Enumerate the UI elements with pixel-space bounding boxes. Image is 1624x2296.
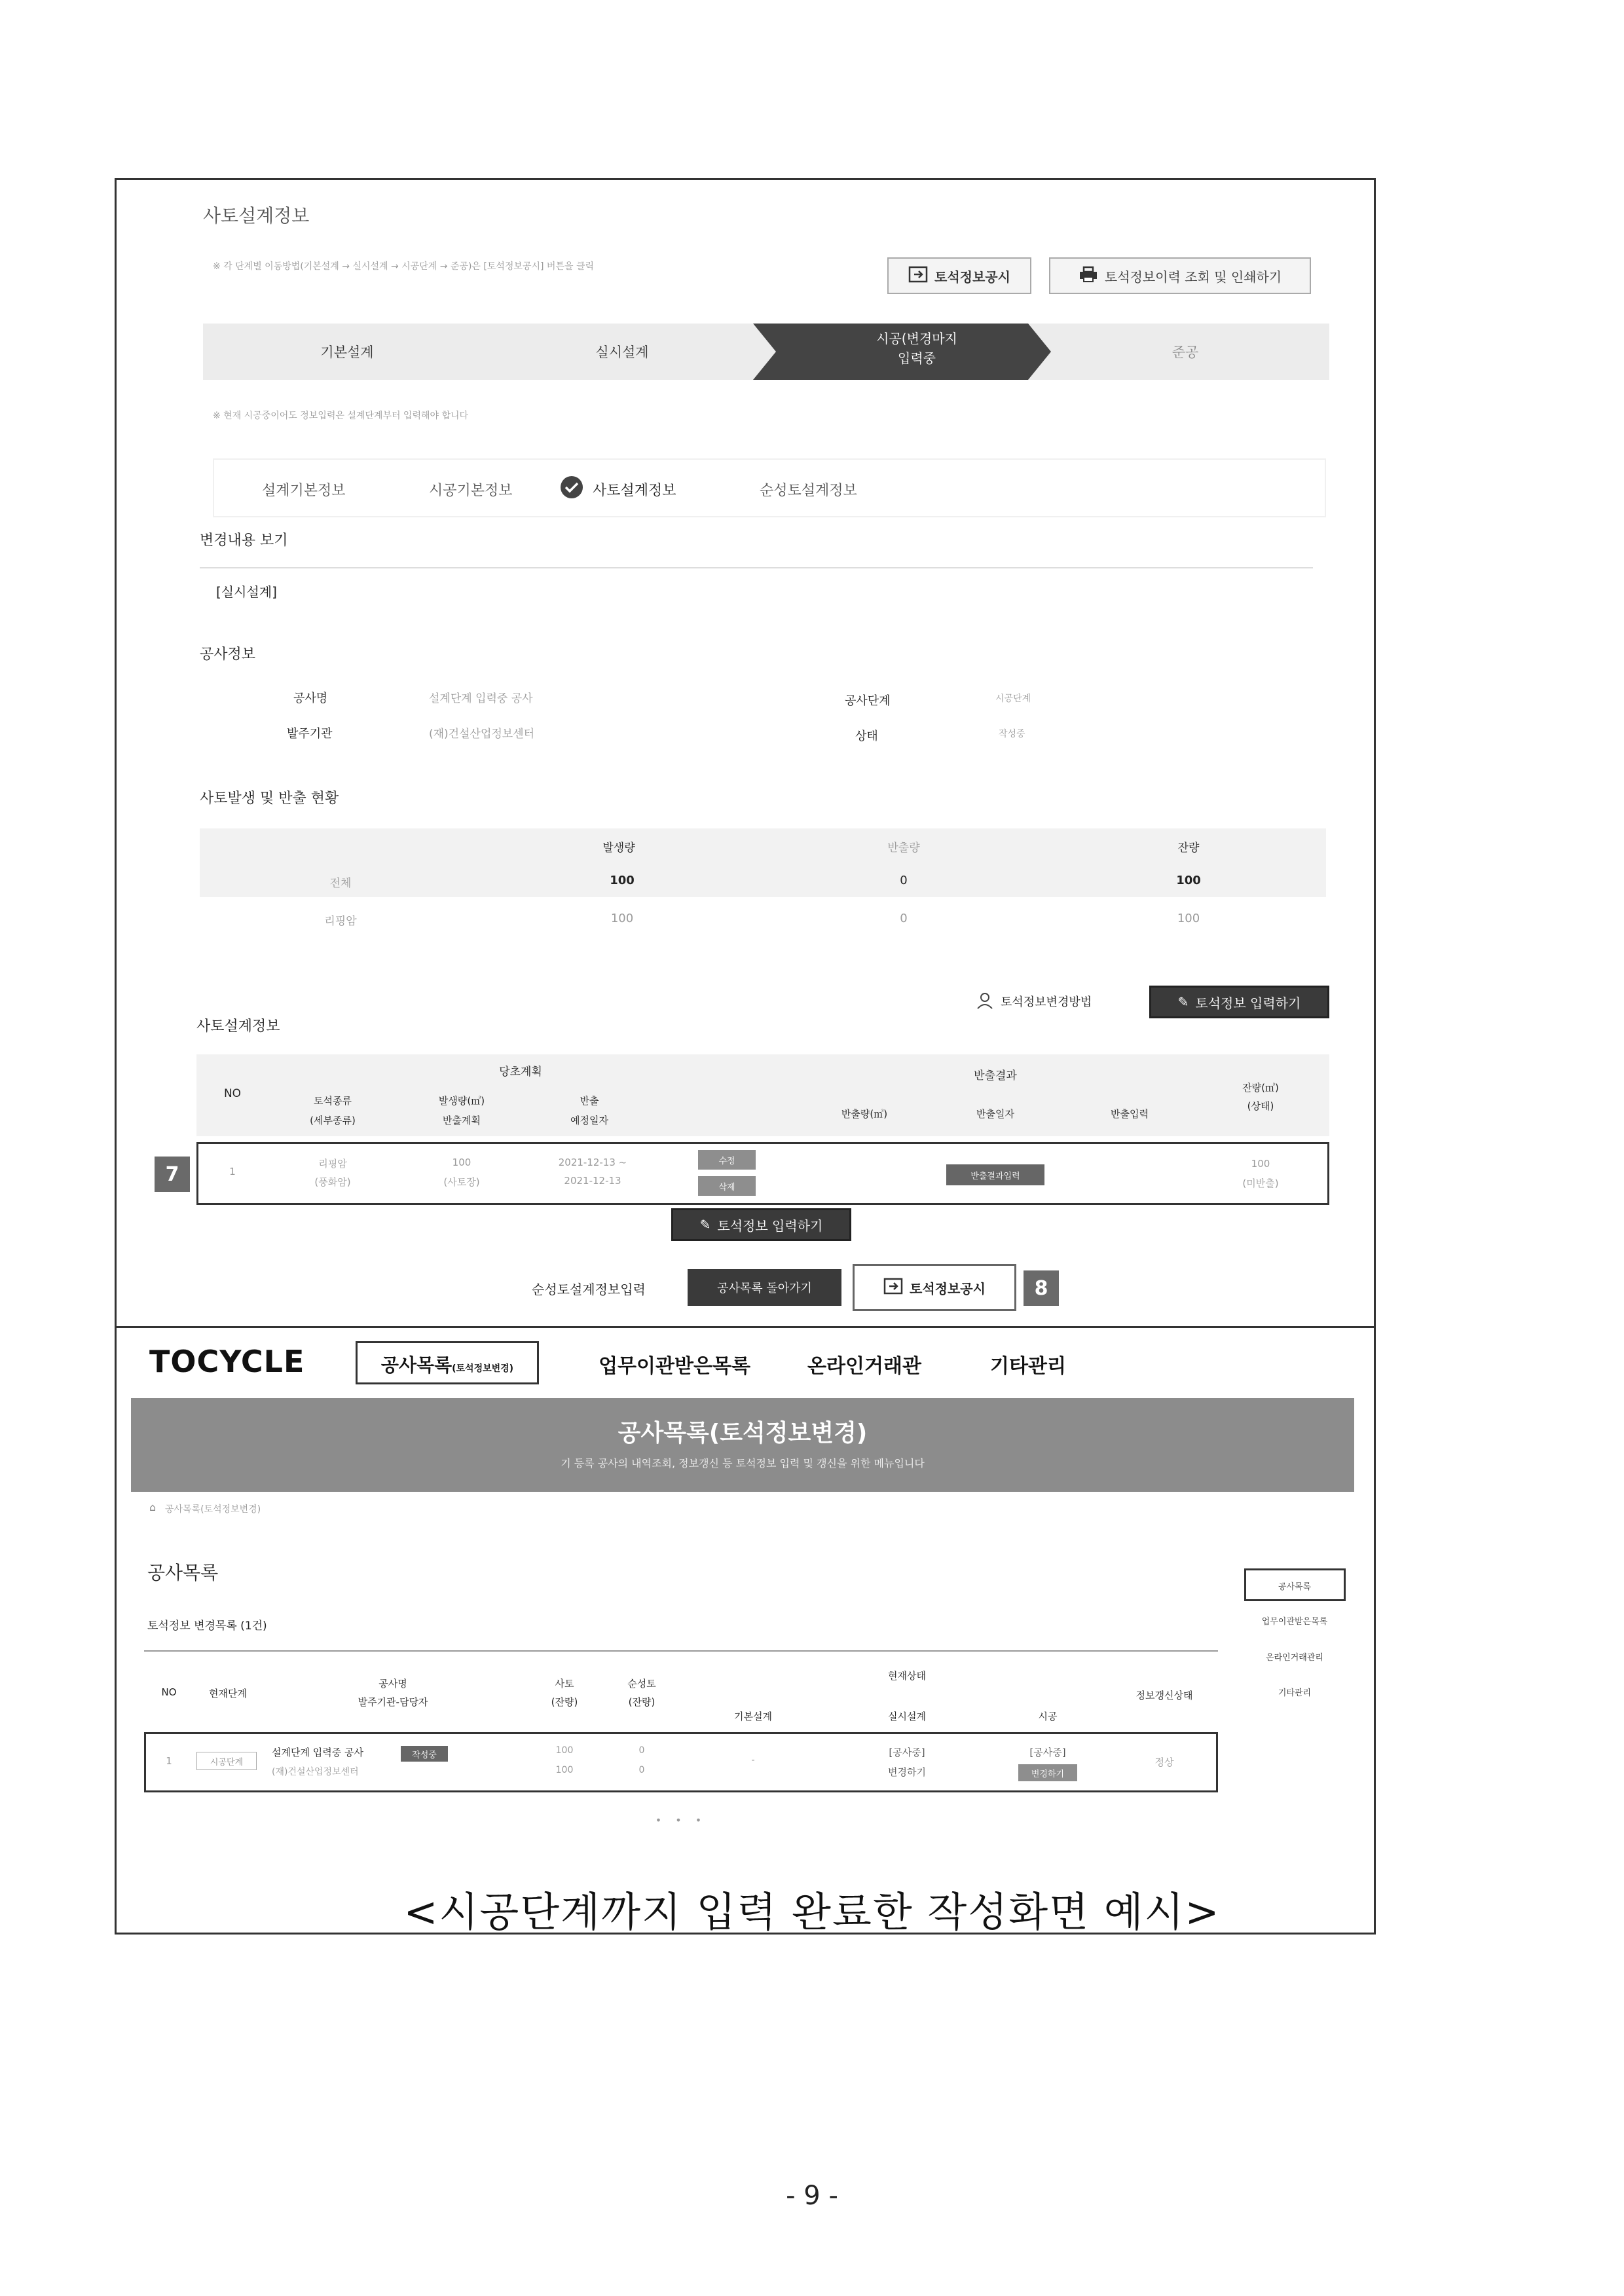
detail-row-generated: 100 bbox=[452, 1157, 471, 1168]
pager-dots[interactable]: • • • bbox=[655, 1814, 707, 1826]
breadcrumb: 공사목록(토석정보변경) bbox=[165, 1504, 261, 1515]
delete-button[interactable]: 삭제 bbox=[698, 1176, 756, 1196]
status-row-ripping-label: 리핑암 bbox=[324, 915, 357, 928]
status-table-bg bbox=[200, 828, 1326, 897]
list-row-update-status: 정상 bbox=[1154, 1756, 1174, 1768]
tocycle-logo[interactable]: TOCYCLE bbox=[149, 1344, 305, 1379]
edit-button[interactable]: 수정 bbox=[698, 1150, 756, 1170]
detail-h-export-amount: 반출량(㎥) bbox=[841, 1108, 888, 1120]
status-row-total-remain: 100 bbox=[1176, 874, 1201, 887]
nav-other-management[interactable]: 기타관리 bbox=[990, 1355, 1066, 1378]
section-divider bbox=[115, 1326, 1376, 1328]
list-row-cut1: 100 bbox=[555, 1745, 574, 1756]
list-h-client: 발주기관-담당자 bbox=[358, 1696, 428, 1708]
list-h-status: 현재상태 bbox=[888, 1670, 926, 1682]
figure-caption: <시공단계까지 입력 완료한 작성화면 예시> bbox=[403, 1888, 1221, 1936]
project-name-value: 설계단계 입력중 공사 bbox=[429, 692, 533, 705]
tab-basic-info[interactable]: 설계기본정보 bbox=[262, 483, 346, 499]
design-title: 사토설계정보 bbox=[203, 205, 310, 227]
list-h-cut: 사토 bbox=[555, 1678, 574, 1690]
marker-8: 8 bbox=[1024, 1270, 1059, 1306]
list-h-stage: 현재단계 bbox=[209, 1688, 247, 1699]
change-method-link[interactable]: 토석정보변경방법 bbox=[1001, 995, 1092, 1009]
info-person-icon bbox=[976, 991, 994, 1012]
detail-table-row bbox=[196, 1142, 1329, 1205]
list-count: 토석정보 변경목록 (1건) bbox=[147, 1620, 267, 1633]
status-header-generated: 발생량 bbox=[602, 842, 635, 855]
list-row-stage: 시공단계 bbox=[196, 1752, 257, 1770]
step-basic[interactable]: 기본설계 bbox=[320, 344, 374, 360]
side-menu-other[interactable]: 기타관리 bbox=[1278, 1688, 1312, 1698]
list-h-no: NO bbox=[161, 1686, 177, 1698]
detail-h-export-date: 반출일자 bbox=[976, 1108, 1014, 1120]
list-row-client: (재)건설산업정보센터 bbox=[272, 1767, 359, 1777]
project-name-label: 공사명 bbox=[293, 692, 328, 705]
disclosure-icon bbox=[883, 1278, 903, 1298]
detail-row-subtype: (풍화암) bbox=[314, 1176, 351, 1188]
nav-project-list[interactable] bbox=[356, 1341, 539, 1384]
input-info-bottom-button[interactable] bbox=[671, 1208, 851, 1241]
detail-h-date: 예정일자 bbox=[570, 1115, 608, 1126]
list-row-fill2: 0 bbox=[638, 1765, 645, 1775]
side-menu-transferred[interactable]: 업무이관받은목록 bbox=[1261, 1617, 1328, 1627]
tab-construction-info[interactable]: 시공기본정보 bbox=[429, 483, 513, 499]
status-row-ripping-generated: 100 bbox=[610, 912, 634, 925]
step-detail[interactable]: 실시설계 bbox=[595, 344, 649, 360]
status-header-exported: 반출량 bbox=[887, 842, 920, 855]
banner-title: 공사목록(토석정보변경) bbox=[618, 1420, 868, 1447]
status-row-ripping-exported: 0 bbox=[900, 912, 908, 925]
page-number: - 9 - bbox=[786, 2181, 838, 2211]
status-header-remain: 잔량 bbox=[1177, 842, 1200, 855]
home-icon[interactable]: ⌂ bbox=[149, 1501, 157, 1513]
list-h-detail: 실시설계 bbox=[888, 1711, 926, 1722]
list-h-build: 시공 bbox=[1038, 1711, 1058, 1722]
step-construction-line2: 입력중 bbox=[898, 350, 936, 366]
detail-row-date-end: 2021-12-13 bbox=[564, 1175, 621, 1187]
list-h-fill: 순성토 bbox=[627, 1678, 656, 1690]
change-view-line bbox=[200, 567, 1313, 568]
list-row-name[interactable]: 설계단계 입력중 공사 bbox=[272, 1747, 363, 1758]
list-h-fill-sub: (잔량) bbox=[628, 1696, 655, 1708]
pencil-icon: ✎ bbox=[1177, 994, 1189, 1010]
detail-h-type: 토석종류 bbox=[314, 1095, 352, 1107]
detail-row-date-start: 2021-12-13 ~ bbox=[558, 1157, 627, 1168]
list-row-build-change-button[interactable]: 변경하기 bbox=[1018, 1764, 1077, 1781]
disclosure-button[interactable] bbox=[887, 257, 1031, 294]
project-status-value: 작성중 bbox=[999, 729, 1025, 739]
change-view-title: 변경내용 보기 bbox=[200, 532, 288, 549]
detail-table-head-bg bbox=[196, 1054, 1329, 1136]
tab-cut-design-info[interactable]: 사토설계정보 bbox=[593, 483, 676, 499]
back-to-list-button[interactable]: 공사목록 돌아가기 bbox=[688, 1269, 841, 1306]
detail-h-no: NO bbox=[223, 1087, 242, 1100]
input-info-bottom-label: 토석정보 입력하기 bbox=[717, 1217, 823, 1234]
list-row-detail-status: [공사중] bbox=[889, 1747, 925, 1758]
step-construction[interactable] bbox=[799, 329, 1035, 368]
detail-h-generated: 발생량(㎥) bbox=[438, 1095, 485, 1107]
detail-h-remain-state: (상태) bbox=[1247, 1100, 1274, 1112]
detail-row-type: 리핑암 bbox=[318, 1158, 347, 1170]
list-row-no: 1 bbox=[166, 1755, 172, 1767]
disclosure-bottom-button[interactable] bbox=[853, 1264, 1016, 1311]
nav-online-trade[interactable]: 온라인거래관 bbox=[807, 1355, 921, 1378]
list-row-basic: - bbox=[751, 1755, 755, 1766]
detail-group-plan: 당초계획 bbox=[499, 1065, 542, 1079]
nav-project-list-label: 공사목록 bbox=[380, 1354, 452, 1376]
step-note: ※ 현재 시공중이어도 정보입력은 설계단계부터 입력해야 합니다 bbox=[213, 411, 469, 421]
project-stage-value: 시공단계 bbox=[995, 694, 1031, 704]
input-info-top-button[interactable] bbox=[1149, 986, 1329, 1018]
detail-section-title: 사토설계정보 bbox=[196, 1018, 280, 1035]
marker-7: 7 bbox=[155, 1157, 190, 1192]
project-client-value: (재)건설산업정보센터 bbox=[429, 728, 535, 741]
step-construction-line1: 시공(변경마지 bbox=[876, 331, 957, 346]
printer-icon bbox=[1079, 266, 1098, 286]
disclosure-bottom-label: 토석정보공시 bbox=[910, 1280, 986, 1297]
side-menu-online-trade[interactable]: 온라인거래관리 bbox=[1266, 1653, 1323, 1663]
nav-project-list-sub: (토석정보변경) bbox=[452, 1363, 514, 1374]
status-row-total-generated: 100 bbox=[610, 874, 635, 887]
detail-h-remain: 잔량(㎥) bbox=[1242, 1082, 1279, 1094]
project-client-label: 발주기관 bbox=[287, 727, 333, 741]
status-section-title: 사토발생 및 반출 현황 bbox=[200, 790, 339, 807]
project-section-title: 공사정보 bbox=[200, 646, 256, 663]
check-circle-icon bbox=[560, 475, 583, 502]
change-view-value: [실시설계] bbox=[216, 584, 277, 600]
detail-h-plan: 반출계획 bbox=[443, 1115, 481, 1126]
detail-row-remain: 100 bbox=[1251, 1158, 1270, 1170]
fill-design-input-link[interactable]: 순성토설계정보입력 bbox=[532, 1282, 646, 1297]
detail-row-remain-state: (미반출) bbox=[1242, 1177, 1279, 1189]
list-h-basic: 기본설계 bbox=[734, 1711, 772, 1722]
list-h-name: 공사명 bbox=[378, 1678, 407, 1690]
pencil-icon: ✎ bbox=[699, 1217, 711, 1232]
history-print-label: 토석정보이력 조회 및 인쇄하기 bbox=[1104, 268, 1282, 285]
list-row-detail-change[interactable]: 변경하기 bbox=[888, 1766, 926, 1778]
list-table-top-line bbox=[144, 1650, 1218, 1652]
list-table-row[interactable] bbox=[144, 1732, 1218, 1792]
detail-group-result: 반출결과 bbox=[974, 1069, 1017, 1083]
step-complete[interactable]: 준공 bbox=[1172, 344, 1199, 360]
export-result-input-button[interactable]: 반출결과입력 bbox=[946, 1164, 1044, 1185]
list-h-cut-sub: (잔량) bbox=[551, 1696, 578, 1708]
detail-h-export: 반출 bbox=[580, 1095, 599, 1107]
detail-row-plan: (사토장) bbox=[443, 1176, 480, 1188]
banner-subtitle: 기 등록 공사의 내역조회, 정보갱신 등 토석정보 입력 및 갱신을 위한 메뉴입니다 bbox=[561, 1457, 925, 1470]
disclosure-label: 토석정보공시 bbox=[934, 268, 1010, 285]
project-status-label: 상태 bbox=[855, 730, 878, 743]
status-row-ripping-remain: 100 bbox=[1177, 912, 1200, 925]
detail-row-no: 1 bbox=[229, 1166, 236, 1177]
project-stage-label: 공사단계 bbox=[845, 694, 891, 708]
list-h-update: 정보갱신상태 bbox=[1135, 1690, 1193, 1701]
input-info-top-label: 토석정보 입력하기 bbox=[1195, 995, 1301, 1011]
tab-fill-design-info[interactable]: 순성토설계정보 bbox=[760, 483, 857, 499]
side-menu-project-list[interactable]: 공사목록 bbox=[1278, 1582, 1312, 1592]
status-row-total-exported: 0 bbox=[900, 874, 908, 887]
status-row-total-label: 전체 bbox=[329, 877, 352, 890]
nav-transferred-list[interactable]: 업무이관받은목록 bbox=[599, 1355, 750, 1378]
disclosure-icon bbox=[908, 266, 928, 286]
list-title: 공사목록 bbox=[147, 1562, 219, 1583]
history-print-button[interactable] bbox=[1049, 257, 1311, 294]
detail-h-export-input: 반출입력 bbox=[1111, 1108, 1149, 1120]
list-row-fill1: 0 bbox=[638, 1745, 645, 1756]
guide-text: ※ 각 단계별 이동방법(기본설계 → 실시설계 → 시공단계 → 준공)은 [토석정보공시] 버튼을 클릭 bbox=[213, 261, 594, 272]
list-row-name-tag: 작성중 bbox=[401, 1746, 448, 1762]
list-row-cut2: 100 bbox=[555, 1765, 574, 1775]
list-row-build-status: [공사중] bbox=[1029, 1747, 1066, 1758]
detail-h-subtype: (세부종류) bbox=[310, 1115, 356, 1126]
